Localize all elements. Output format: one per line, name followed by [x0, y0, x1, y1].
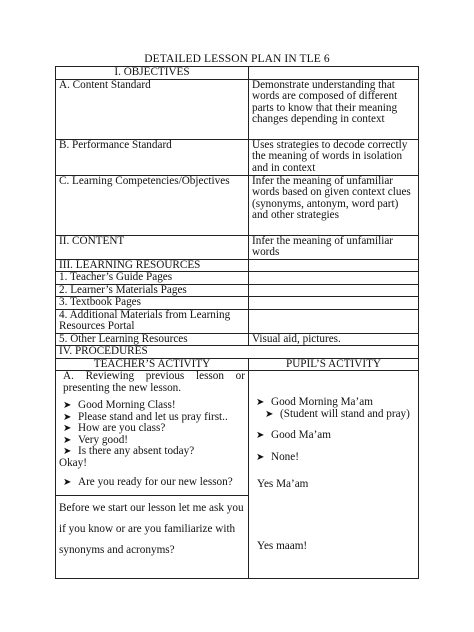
teacher-bullet-list [59, 477, 245, 489]
row-value: Infer the meaning of unfamiliar words based on given context clues (synonyms, antonym, word part) and other strategies [249, 175, 419, 235]
teacher-intro: A. Reviewing previous lesson or presenting the new lesson. [63, 370, 245, 394]
arrow-bullet-icon: ➤ [256, 430, 265, 441]
pupil-yes-2: Yes maam! [257, 539, 308, 552]
arrow-bullet-icon: ➤ [256, 451, 265, 463]
objectives-header-row [56, 67, 419, 80]
resource-label: 3. Textbook Pages [56, 297, 249, 310]
resource-label: 1. Teacher’s Guide Pages [56, 272, 249, 285]
arrow-bullet-icon: ➤ [63, 411, 72, 423]
resource-value [249, 272, 419, 285]
pupil-yes-1: Yes Ma’am [257, 478, 309, 490]
resource-row [56, 333, 419, 346]
row-value: Uses strategies to decode correctly the meaning of words in isolation and in context [249, 139, 419, 175]
teacher-before-text: Before we start our lesson let me ask you if you know or are you familiarize with synonyms and acronyms? [59, 501, 244, 556]
pupil-bullet-list [252, 452, 415, 464]
teacher-bullet-list [59, 400, 245, 458]
activity-header-row [56, 358, 419, 371]
objectives-header: I. OBJECTIVES [56, 67, 249, 80]
resource-label: 2. Learner’s Materials Pages [56, 284, 249, 297]
table-row [56, 235, 419, 259]
resource-row [56, 309, 419, 333]
table-row [56, 79, 419, 139]
table-row [56, 175, 419, 235]
row-label: II. CONTENT [56, 235, 249, 259]
arrow-bullet-icon: ➤ [256, 397, 265, 408]
table-row [56, 139, 419, 175]
pupil-bullet-list [252, 397, 415, 420]
list-item: ➤ (Student will stand and pray) [265, 407, 410, 420]
teacher-activity-cell [56, 371, 249, 579]
arrow-bullet-icon: ➤ [63, 400, 72, 411]
procedures-header: IV. PROCEDURES [56, 346, 419, 359]
procedures-header-row [56, 346, 419, 359]
resource-label: 5. Other Learning Resources [56, 333, 249, 346]
resource-value: Visual aid, pictures. [249, 333, 419, 346]
resource-row [56, 272, 419, 285]
row-label: C. Learning Competencies/Objectives [56, 175, 249, 235]
pupil-bullet-list [252, 430, 415, 442]
resource-row [56, 284, 419, 297]
list-item: ➤ Good Morning Class! [63, 399, 176, 411]
list-item: ➤ Is there any absent today? [63, 445, 195, 457]
resource-value [249, 309, 419, 333]
resource-value [249, 297, 419, 310]
document-title: DETAILED LESSON PLAN IN TLE 6 [144, 53, 330, 65]
arrow-bullet-icon: ➤ [63, 477, 72, 488]
teacher-okay: Okay! [59, 456, 87, 469]
row-label: A. Content Standard [56, 79, 249, 139]
resources-header-row [56, 259, 419, 272]
list-item: ➤ Please stand and let us pray first.. [63, 410, 228, 423]
empty-cell [249, 259, 419, 272]
arrow-bullet-icon: ➤ [265, 408, 274, 420]
row-value: Demonstrate understanding that words are composed of different parts to know that their meaning changes depending in context [249, 79, 419, 139]
resource-row [56, 297, 419, 310]
row-value: Infer the meaning of unfamiliar words [249, 235, 419, 259]
arrow-bullet-icon: ➤ [63, 423, 72, 434]
arrow-bullet-icon: ➤ [63, 446, 72, 457]
resource-label: 4. Additional Materials from Learning Resources Portal [56, 309, 249, 333]
list-item: ➤ None! [256, 450, 299, 463]
list-item: ➤ Very good! [63, 433, 129, 446]
activity-row [56, 371, 419, 579]
pupil-activity-cell [249, 371, 419, 579]
list-item: ➤ Good Morning Ma’am [256, 396, 373, 408]
pupil-activity-header: PUPIL’S ACTIVITY [249, 358, 419, 371]
teacher-activity-header: TEACHER’S ACTIVITY [56, 358, 249, 371]
row-label: B. Performance Standard [56, 139, 249, 175]
empty-cell [249, 67, 419, 80]
resources-header: III. LEARNING RESOURCES [56, 259, 249, 272]
arrow-bullet-icon: ➤ [63, 434, 72, 446]
list-item: ➤ Are you ready for our new lesson? [63, 476, 233, 488]
resource-value [249, 284, 419, 297]
list-item: ➤ How are you class? [63, 422, 166, 434]
lesson-plan-table [55, 66, 419, 579]
list-item: ➤ Good Ma’am [256, 429, 331, 441]
